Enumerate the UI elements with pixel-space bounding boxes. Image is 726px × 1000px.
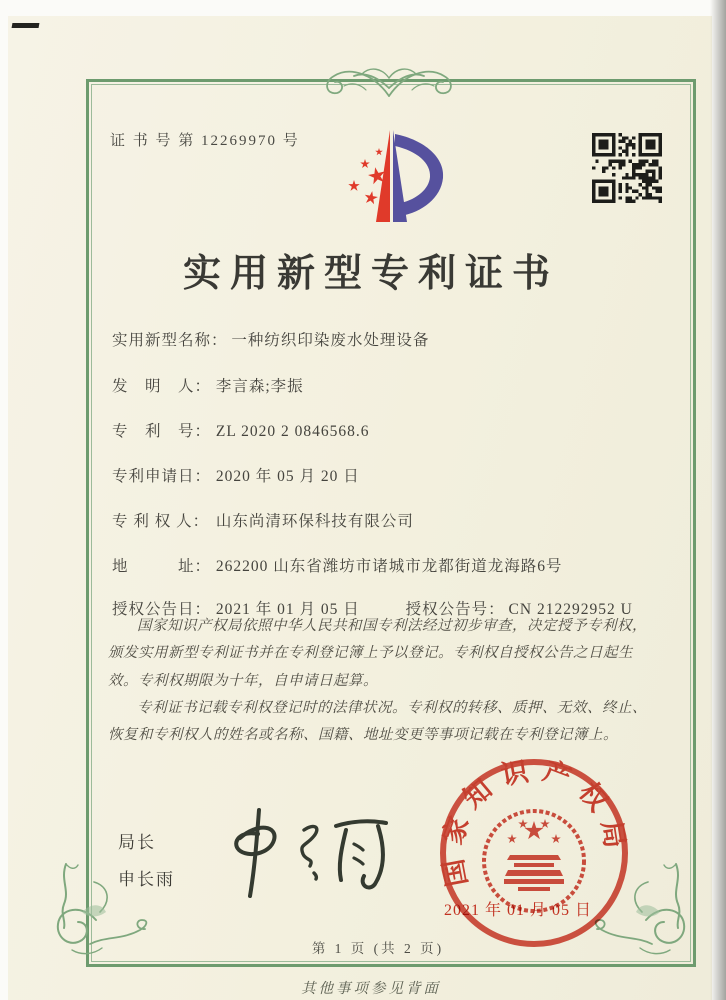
field-label: 专 利 权 人： [112, 513, 210, 530]
field-patent-number [112, 419, 370, 441]
field-address [112, 554, 563, 576]
legal-paragraph-1: 国家知识产权局依照中华人民共和国专利法经过初步审查，决定授予专利权，颁发实用新型专利证书并在专利登记簿上予以登记。专利权自授权公告之日起生效。专利权期限为十年，自申请日起算。 [108, 618, 647, 689]
field-value: 262200 山东省潍坊市诸城市龙都街道龙海路6号 [215, 558, 563, 575]
svg-text:国家知识产权局: 国家知识产权局 [436, 754, 632, 889]
qr-code-icon [592, 133, 662, 203]
official-seal-icon [435, 754, 633, 952]
legal-paragraph-2: 专利证书记载专利权登记时的法律状况。专利权的转移、质押、无效、终止、恢复和专利权人的姓名或名称、国籍、地址变更等事项记载在专利登记簿上。 [108, 699, 647, 743]
field-patentee [112, 509, 414, 531]
grant-number-value: CN 212292952 U [508, 601, 633, 618]
legal-text [108, 613, 658, 749]
field-label: 实用新型名称： [112, 332, 228, 349]
commissioner-title: 局长 [118, 833, 156, 852]
cnipa-logo-icon [321, 124, 459, 228]
signature-shen-changyu-icon [206, 800, 418, 906]
field-value: ZL 2020 2 0846568.6 [215, 423, 370, 440]
grant-date-label: 授权公告日： [112, 601, 212, 618]
certificate-title: 实用新型专利证书 [182, 253, 559, 295]
field-value: 李言森;李振 [215, 378, 304, 395]
grant-number-label: 授权公告号： [405, 601, 505, 618]
field-value: 2020 年 05 月 20 日 [215, 468, 360, 485]
commissioner-block [118, 828, 175, 902]
field-value: 山东尚清环保科技有限公司 [215, 513, 414, 530]
scan-shadow [710, 0, 726, 1000]
field-inventor [112, 374, 304, 396]
grant-date-value: 2021 年 01 月 05 日 [215, 601, 360, 618]
scan-artifact [12, 23, 40, 28]
page-number: 第 1 页 (共 2 页) [311, 941, 445, 956]
field-utility-model-name [112, 328, 429, 350]
field-label: 专 利 号： [112, 423, 212, 440]
seal-date: 2021 年 01 月 05 日 [444, 902, 593, 919]
certificate-page [8, 16, 712, 1000]
field-application-date [112, 464, 360, 486]
field-value: 一种纺织印染废水处理设备 [231, 332, 430, 349]
top-center-floral-ornament-icon [314, 54, 464, 106]
field-label: 发 明 人： [112, 378, 212, 395]
field-label: 专利申请日： [112, 468, 212, 485]
back-note: 其他事项参见背面 [301, 981, 441, 997]
certificate-number: 证 书 号 第 12269970 号 [110, 133, 300, 149]
commissioner-name: 申长雨 [118, 870, 175, 889]
field-label: 地 址： [112, 558, 212, 575]
